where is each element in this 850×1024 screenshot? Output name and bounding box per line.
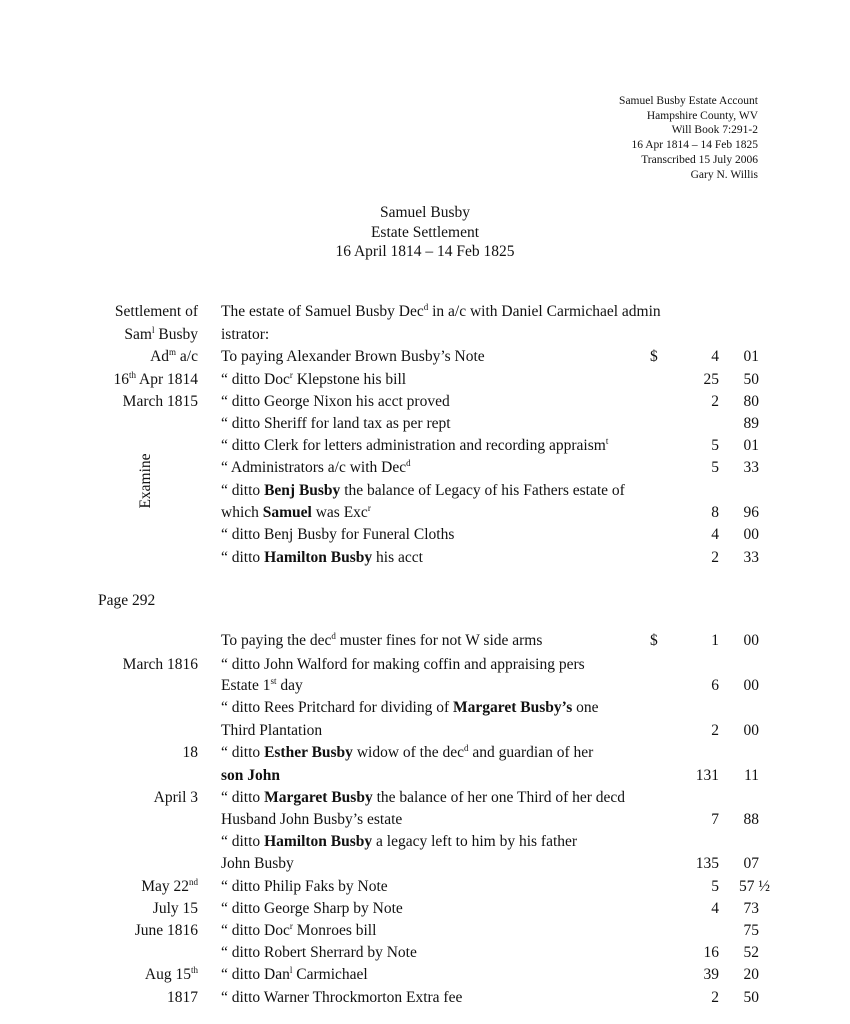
account-line bbox=[0, 654, 850, 676]
account-line bbox=[0, 301, 850, 323]
amount-dollars: 16 bbox=[703, 944, 719, 961]
amount-cents: 33 bbox=[743, 459, 759, 476]
amount-dollars: 4 bbox=[711, 900, 719, 917]
amount-cents: 75 bbox=[743, 922, 759, 939]
account-line bbox=[0, 435, 850, 457]
account-line bbox=[0, 964, 850, 986]
account-line bbox=[0, 547, 850, 569]
header-line: Will Book 7:291-2 bbox=[671, 124, 758, 137]
entry-description: “ ditto Sheriff for land tax as per rept bbox=[221, 415, 451, 432]
amount-dollars: 4 bbox=[711, 526, 719, 543]
entry-description: To paying the dec$^d$ muster fines for not W side arms bbox=[221, 631, 543, 649]
account-line bbox=[0, 369, 850, 391]
entry-description: Third Plantation bbox=[221, 722, 323, 739]
entry-description: Estate 1st day bbox=[221, 676, 303, 694]
currency-symbol: $ bbox=[650, 632, 658, 649]
account-line bbox=[0, 346, 850, 368]
entry-description: “ ditto Margaret Busby the balance of her one Third of her decd bbox=[221, 789, 626, 806]
account-line bbox=[0, 413, 850, 435]
amount-dollars: 1 bbox=[711, 632, 719, 649]
account-line bbox=[0, 502, 850, 524]
margin-note-june-1816: June 1816 bbox=[134, 922, 198, 939]
margin-note-apr-1814: 16th Apr 1814 bbox=[113, 370, 198, 388]
account-line bbox=[0, 920, 850, 942]
amount-cents: 00 bbox=[743, 677, 759, 694]
account-line bbox=[0, 391, 850, 413]
amount-cents: 96 bbox=[743, 504, 759, 521]
amount-cents: 11 bbox=[744, 767, 759, 784]
account-line bbox=[0, 898, 850, 920]
amount-dollars: 2 bbox=[711, 989, 719, 1006]
entry-description: “ ditto Warner Throckmorton Extra fee bbox=[221, 989, 463, 1006]
amount-cents: 80 bbox=[743, 393, 759, 410]
title-name: Samuel Busby bbox=[380, 204, 470, 221]
amount-cents: 00 bbox=[743, 526, 759, 543]
header-line: Gary N. Willis bbox=[690, 168, 758, 181]
amount-dollars: 2 bbox=[711, 722, 719, 739]
amount-dollars: 5 bbox=[711, 878, 719, 895]
account-line bbox=[0, 697, 850, 719]
account-line bbox=[0, 987, 850, 1009]
amount-cents: 01 bbox=[743, 437, 759, 454]
amount-cents: 01 bbox=[743, 348, 759, 365]
margin-note-may-22: May 22nd bbox=[141, 877, 198, 895]
entry-description: “ ditto Philip Faks by Note bbox=[221, 878, 388, 895]
margin-note-sam-busby: Sam$^l$ Busby bbox=[124, 325, 198, 343]
header-line: Samuel Busby Estate Account bbox=[619, 95, 758, 107]
header-line: Transcribed 15 July 2006 bbox=[641, 153, 758, 166]
entry-description: “ ditto George Sharp by Note bbox=[221, 900, 403, 917]
entry-description: “ ditto Rees Pritchard for dividing of Margaret Busby’s one bbox=[221, 699, 599, 716]
entry-description: son John bbox=[221, 767, 281, 784]
account-line bbox=[0, 675, 850, 697]
entry-description: “ ditto Doc$^r$ Monroes bill bbox=[221, 921, 377, 939]
currency-symbol: $ bbox=[650, 348, 658, 365]
entry-description: “ ditto Hamilton Busby his acct bbox=[221, 549, 423, 566]
entry-description: “ ditto John Walford for making coffin and appraising pers bbox=[221, 656, 585, 673]
margin-note-adm: Ad$^m$ a/c bbox=[150, 347, 198, 365]
page-number-label: Page 292 bbox=[98, 592, 156, 609]
entry-description: Husband John Busby’s estate bbox=[221, 811, 403, 828]
amount-cents: 50 bbox=[743, 371, 759, 388]
amount-cents: 57 ½ bbox=[739, 878, 770, 895]
margin-note-examine: Examine bbox=[137, 453, 154, 509]
account-line bbox=[0, 524, 850, 546]
title-subtitle: Estate Settlement bbox=[370, 223, 480, 241]
account-line bbox=[0, 809, 850, 831]
account-line bbox=[0, 765, 850, 787]
account-line bbox=[0, 457, 850, 479]
account-line bbox=[0, 876, 850, 898]
amount-cents: 20 bbox=[743, 966, 759, 983]
margin-note-settlement: Settlement of bbox=[114, 303, 198, 320]
margin-note-march-1816: March 1816 bbox=[122, 656, 198, 673]
margin-note-march-1815: March 1815 bbox=[122, 393, 198, 410]
account-line bbox=[0, 853, 850, 875]
amount-cents: 52 bbox=[743, 944, 759, 961]
title-dates: 16 April 1814 – 14 Feb 1825 bbox=[335, 243, 515, 260]
margin-note-april-3: April 3 bbox=[153, 789, 198, 806]
account-line bbox=[0, 480, 850, 502]
account-line bbox=[0, 942, 850, 964]
entry-description: “ ditto Esther Busby widow of the dec$^d$ and guardian of her bbox=[221, 743, 594, 761]
amount-dollars: 2 bbox=[711, 549, 719, 566]
amount-cents: 88 bbox=[743, 811, 759, 828]
entry-description: which Samuel was Exc$^r$ bbox=[221, 503, 371, 521]
account-line bbox=[0, 324, 850, 346]
entry-description: John Busby bbox=[221, 855, 294, 872]
account-line bbox=[0, 720, 850, 742]
header-line: 16 Apr 1814 – 14 Feb 1825 bbox=[631, 139, 758, 152]
entry-description: “ ditto Clerk for letters administration and recording appraism$^t$ bbox=[221, 436, 609, 454]
margin-note-1817: 1817 bbox=[167, 989, 198, 1006]
entry-description: To paying Alexander Brown Busby’s Note bbox=[221, 348, 485, 365]
entry-description: “ Administrators a/c with Dec$^d$ bbox=[221, 458, 411, 476]
amount-dollars: 135 bbox=[695, 855, 719, 872]
entry-description: The estate of Samuel Busby Dec$^d$ in a/c with Daniel Carmichael admin bbox=[221, 302, 661, 320]
margin-note-aug-15: Aug 15th bbox=[144, 965, 198, 983]
document-title bbox=[0, 203, 850, 262]
amount-dollars: 7 bbox=[711, 811, 719, 828]
entry-description: “ ditto Benj Busby for Funeral Cloths bbox=[221, 526, 455, 543]
amount-dollars: 5 bbox=[711, 459, 719, 476]
amount-cents: 00 bbox=[743, 632, 759, 649]
entry-description: “ ditto Robert Sherrard by Note bbox=[221, 944, 417, 961]
entry-description: “ ditto Hamilton Busby a legacy left to him by his father bbox=[221, 833, 578, 850]
amount-dollars: 8 bbox=[711, 504, 719, 521]
amount-cents: 07 bbox=[743, 855, 759, 872]
amount-dollars: 5 bbox=[711, 437, 719, 454]
entry-description: istrator: bbox=[221, 326, 270, 343]
entry-description: “ ditto Benj Busby the balance of Legacy of his Fathers estate of bbox=[221, 482, 625, 499]
entry-description: “ ditto George Nixon his acct proved bbox=[221, 393, 450, 410]
amount-cents: 73 bbox=[743, 900, 759, 917]
amount-cents: 89 bbox=[743, 415, 759, 432]
amount-cents: 50 bbox=[743, 989, 759, 1006]
header-line: Hampshire County, WV bbox=[646, 109, 758, 122]
amount-dollars: 2 bbox=[711, 393, 719, 410]
margin-note-july-15: July 15 bbox=[152, 900, 198, 917]
amount-cents: 00 bbox=[743, 722, 759, 739]
amount-dollars: 4 bbox=[711, 348, 719, 365]
entry-description: “ ditto Doc$^r$ Klepstone his bill bbox=[221, 370, 407, 388]
amount-dollars: 39 bbox=[703, 966, 719, 983]
margin-note-day-18: 18 bbox=[182, 744, 198, 761]
account-line bbox=[0, 831, 850, 853]
amount-dollars: 131 bbox=[695, 767, 719, 784]
amount-dollars: 6 bbox=[711, 677, 719, 694]
entry-description: “ ditto Dan$^l$ Carmichael bbox=[221, 965, 368, 983]
amount-dollars: 25 bbox=[703, 371, 719, 388]
document-header bbox=[619, 94, 758, 182]
amount-cents: 33 bbox=[743, 549, 759, 566]
account-line bbox=[0, 787, 850, 809]
account-line bbox=[0, 630, 850, 652]
account-line bbox=[0, 742, 850, 764]
